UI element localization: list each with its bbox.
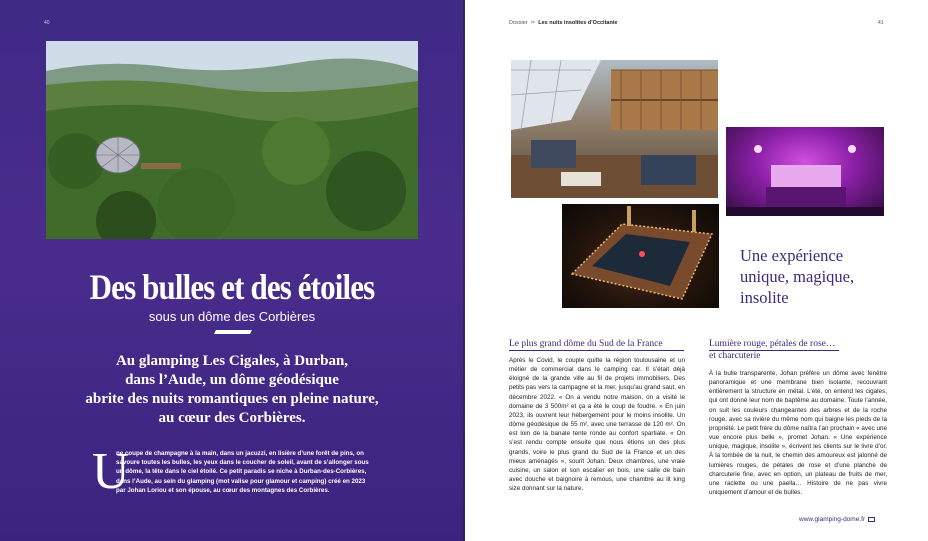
title-accent-bar <box>214 330 252 334</box>
running-header <box>509 20 617 26</box>
page-number-right: 41 <box>878 20 884 26</box>
pullquote-line: unique, magique, <box>740 267 855 286</box>
section-rule <box>509 350 684 351</box>
header-section: Dossier <box>509 20 528 26</box>
website-url[interactable]: www.glamping-dome.fr <box>799 516 866 523</box>
pullquote <box>740 245 890 308</box>
section-heading-line: Lumière rouge, pétales de rose… <box>709 339 836 349</box>
lead-paragraph <box>66 352 398 428</box>
body-column-1: Après le Covid, le couple quitte la région toulousaine et un métier de commercial dans le camping car. Il s’était déjà éloigné de la grande ville au fil de projets immobiliers. Des petits pas vers la campagne et la mer, jusqu’au grand saut, en décembre 2022. « On a vendu notre maison, on a visité le domaine de 3 500m² et ça a été le coup de foudre. » En juin 2023, ils ouvrent leur hébergement pour le moins insolite. Un dôme géodésique de 55 m², avec une terrasse de 120 m². On est loin de la banale tente ronde au confort spartiate. « On s’est rendu compte ensuite que nous étions un des plus grands, voire le plus grand du Sud de la France et un des mieux aménagés », sourit Johan. Deux chambres, une vraie cuisine, un salon et son escalier en bois, une salle de bain avec douche et baignoire à remous, une chambre au lit king size donnant sur la nature. <box>509 357 685 493</box>
lead-line: au cœur des Corbières. <box>158 410 306 426</box>
external-link-icon <box>868 517 875 522</box>
lead-line: dans l’Aude, un dôme géodésique <box>125 372 339 388</box>
photo-jacuzzi-night <box>562 204 719 308</box>
body-column-2: À la bulle transparente, Johan préfère un dôme avec fenêtre panoramique et une membrane bien isolante, recouvrant entièrement la structure en métal. L’été, on entend les cigales, qui ont donné leur nom de baptême au domaine. Toute l’année, on suit les couleurs changeantes des arbres et de la roche rouge, avec sa rivière du même nom qui baigne les pieds de la propriété. Le petit frère du dôme naîtra l’an prochain « avec une vue encore plus belle », promet Johan. « Une expérience unique, magique, insolite », écrivent les clients sur le livre d’or. À la tombée de la nuit, le chemin des amoureux est jalonné de lumières rouges, de pétales de rose et d’une planche de charcuterie fine, avec en option, un plateau de fruits de mer, une raclette ou une paella… Histoire de ne pas vivre uniquement d’amour et de bulles. <box>709 370 887 497</box>
pullquote-line: insolite <box>740 288 789 307</box>
intro-paragraph: ne coupe de champagne à la main, dans un jacuzzi, en lisière d’une forêt de pins, on savoure toutes les bulles, les yeux dans le coucher de soleil, avant de s’allonger sous un dôme, la tête dans le ciel étoilé. Ce petit paradis se niche à Durban-des-Corbières, dans l’Aude, au sein du glamping (mot valise pour glamour et camping) créé en 2023 par Johan Loriou et son épouse, au cœur des montagnes des Corbières. <box>116 450 369 494</box>
article-subtitle: sous un dôme des Corbières <box>148 309 316 324</box>
article-title: Des bulles et des étoiles <box>89 267 375 307</box>
lead-line: abrite des nuits romantiques en pleine nature, <box>85 391 379 407</box>
photo-bedroom-pink-light <box>726 127 884 216</box>
header-title: Les nuits insolites d’Occitanie <box>538 20 618 26</box>
dropcap-letter: U <box>92 443 130 500</box>
hero-photo-forest-dome <box>46 41 418 239</box>
photo-dome-interior <box>511 60 718 198</box>
website-link[interactable] <box>799 516 875 523</box>
page-number-left: 40 <box>44 20 50 26</box>
section-rule <box>709 350 839 351</box>
pullquote-line: Une expérience <box>740 246 844 265</box>
lead-line: Au glamping Les Cigales, à Durban, <box>115 353 349 369</box>
right-page <box>465 0 928 541</box>
header-separator-icon: ✂ <box>530 20 536 26</box>
section-heading-line: et charcuterie <box>709 351 761 361</box>
section-heading-largest-dome: Le plus grand dôme du Sud de la France <box>509 339 663 349</box>
